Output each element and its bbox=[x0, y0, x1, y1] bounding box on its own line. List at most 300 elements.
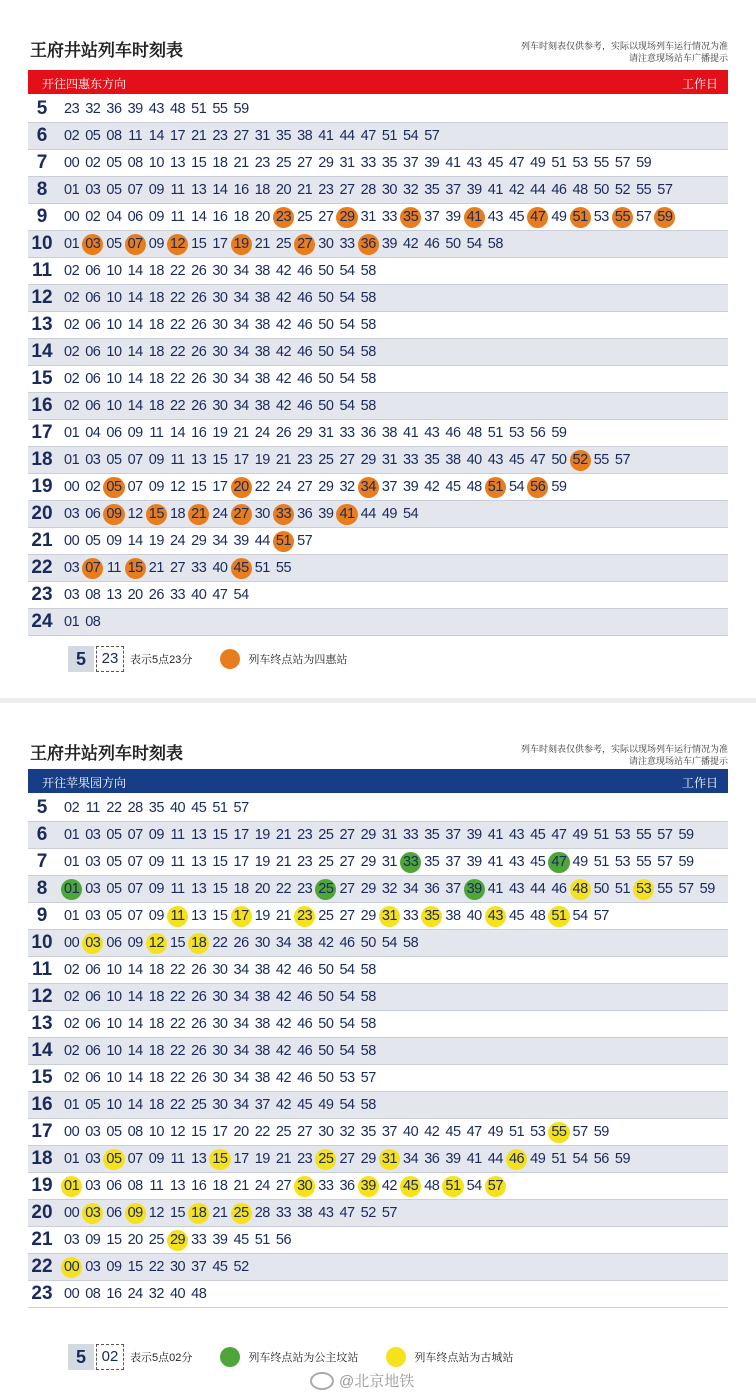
minute: 51 bbox=[254, 559, 270, 576]
minute: 55 bbox=[593, 154, 609, 171]
minute: 01 bbox=[64, 853, 80, 870]
minute: 26 bbox=[191, 316, 207, 333]
minute: 14 bbox=[127, 1096, 143, 1113]
minute: 07 bbox=[127, 1150, 143, 1167]
minute: 41 bbox=[403, 424, 419, 441]
direction-header bbox=[28, 769, 728, 793]
minute: 33 bbox=[403, 826, 419, 843]
minute-orange-marked: 07 bbox=[125, 234, 146, 255]
hour-row-22 bbox=[28, 1254, 728, 1281]
legend-green-text: 列车终点站为公主坟站 bbox=[248, 1352, 359, 1364]
minute: 00 bbox=[64, 532, 80, 549]
minute: 01 bbox=[64, 826, 80, 843]
minute: 24 bbox=[169, 532, 186, 549]
minute-list bbox=[61, 555, 294, 581]
minute: 50 bbox=[318, 370, 334, 387]
minute: 52 bbox=[614, 181, 631, 198]
minute-orange-marked: 36 bbox=[358, 234, 379, 255]
minute: 17 bbox=[212, 1123, 228, 1140]
direction-header bbox=[28, 70, 728, 94]
minute: 18 bbox=[148, 1015, 164, 1032]
minute: 01 bbox=[64, 1096, 80, 1113]
minute: 03 bbox=[85, 853, 101, 870]
minute: 54 bbox=[233, 586, 249, 603]
minute: 06 bbox=[85, 1015, 101, 1032]
notice-line-1: 列车时刻表仅供参考，实际以现场列车运行情况为准 bbox=[520, 744, 728, 754]
minute-list bbox=[61, 501, 421, 527]
minute: 03 bbox=[85, 1123, 101, 1140]
minute: 58 bbox=[360, 988, 376, 1005]
minute-list bbox=[61, 1146, 633, 1172]
minute-yellow-marked: 01 bbox=[61, 1176, 82, 1197]
minute: 05 bbox=[85, 1096, 101, 1113]
minute: 27 bbox=[297, 154, 313, 171]
hour-label: 9 bbox=[36, 905, 48, 926]
minute: 03 bbox=[85, 880, 101, 897]
minute-yellow-marked: 23 bbox=[294, 906, 315, 927]
minute: 49 bbox=[487, 1123, 503, 1140]
minute: 59 bbox=[678, 826, 694, 843]
minute: 12 bbox=[169, 1123, 186, 1140]
minute: 38 bbox=[254, 343, 270, 360]
minute: 32 bbox=[403, 181, 419, 198]
minute-yellow-marked: 30 bbox=[294, 1176, 315, 1197]
minute: 34 bbox=[233, 289, 249, 306]
minute: 55 bbox=[657, 880, 673, 897]
minute: 58 bbox=[360, 1042, 376, 1059]
minute-orange-marked: 51 bbox=[570, 207, 591, 228]
minute: 42 bbox=[403, 235, 419, 252]
minute: 30 bbox=[318, 235, 334, 252]
hour-row-14 bbox=[28, 339, 728, 366]
minute: 46 bbox=[297, 397, 313, 414]
minute: 20 bbox=[127, 1231, 143, 1248]
minute: 46 bbox=[297, 1042, 313, 1059]
minute: 18 bbox=[148, 316, 164, 333]
minute: 09 bbox=[106, 1258, 122, 1275]
minute: 35 bbox=[275, 127, 292, 144]
minute: 47 bbox=[212, 586, 228, 603]
minute: 11 bbox=[170, 826, 185, 843]
minute-list bbox=[61, 1254, 252, 1280]
minute-list bbox=[61, 609, 103, 635]
minute: 22 bbox=[254, 478, 270, 495]
minute-list bbox=[61, 795, 252, 821]
minute: 22 bbox=[169, 370, 186, 387]
minute: 23 bbox=[297, 826, 313, 843]
minute: 51 bbox=[593, 853, 609, 870]
minute: 59 bbox=[593, 1123, 609, 1140]
minute-list bbox=[61, 393, 379, 419]
hour-row-17 bbox=[28, 420, 728, 447]
hour-label: 23 bbox=[31, 1283, 53, 1304]
minute: 46 bbox=[297, 370, 313, 387]
minute: 01 bbox=[64, 424, 80, 441]
minute: 34 bbox=[233, 1096, 249, 1113]
minute: 01 bbox=[64, 907, 80, 924]
minute: 06 bbox=[85, 505, 101, 522]
minute: 41 bbox=[487, 880, 503, 897]
minute: 38 bbox=[254, 961, 270, 978]
minute: 37 bbox=[424, 208, 440, 225]
minute: 13 bbox=[191, 907, 207, 924]
minute: 46 bbox=[424, 235, 440, 252]
minute: 46 bbox=[445, 424, 461, 441]
minute-orange-marked: 20 bbox=[231, 477, 252, 498]
minute-list bbox=[61, 822, 697, 848]
minute: 29 bbox=[360, 1150, 376, 1167]
minute-orange-marked: 51 bbox=[273, 531, 294, 552]
hour-row-18 bbox=[28, 447, 728, 474]
minute: 05 bbox=[106, 853, 122, 870]
minute: 45 bbox=[445, 1123, 461, 1140]
minute: 59 bbox=[699, 880, 715, 897]
minute: 39 bbox=[318, 505, 334, 522]
hour-row-12 bbox=[28, 285, 728, 312]
hour-row-22 bbox=[28, 555, 728, 582]
minute-list bbox=[61, 339, 379, 365]
legend-example-minute: 23 bbox=[96, 646, 124, 672]
minute: 43 bbox=[466, 154, 482, 171]
minute-list bbox=[61, 474, 570, 500]
minute: 26 bbox=[148, 586, 164, 603]
minute: 23 bbox=[64, 100, 80, 117]
direction-label: 开往四惠东方向 bbox=[42, 77, 127, 91]
minute: 10 bbox=[106, 961, 122, 978]
hour-row-14 bbox=[28, 1038, 728, 1065]
minute: 13 bbox=[191, 880, 207, 897]
minute: 54 bbox=[403, 127, 419, 144]
minute: 39 bbox=[466, 181, 482, 198]
minute: 10 bbox=[106, 343, 122, 360]
hour-row-24 bbox=[28, 609, 728, 636]
minute: 00 bbox=[64, 154, 80, 171]
minute: 55 bbox=[275, 559, 292, 576]
minute: 14 bbox=[127, 961, 143, 978]
minute: 05 bbox=[85, 532, 101, 549]
minute: 30 bbox=[212, 343, 228, 360]
minute: 18 bbox=[148, 988, 164, 1005]
hour-row-21 bbox=[28, 528, 728, 555]
minute: 34 bbox=[233, 262, 249, 279]
minute: 26 bbox=[191, 1042, 207, 1059]
minute: 39 bbox=[466, 853, 482, 870]
minute: 46 bbox=[297, 262, 313, 279]
minute-orange-marked: 56 bbox=[527, 477, 548, 498]
minute: 22 bbox=[169, 1015, 186, 1032]
minute-yellow-marked: 03 bbox=[82, 1203, 103, 1224]
minute: 06 bbox=[85, 316, 101, 333]
timetable-rows bbox=[28, 795, 728, 1308]
minute: 02 bbox=[64, 1042, 80, 1059]
minute: 20 bbox=[254, 880, 270, 897]
minute: 22 bbox=[169, 988, 186, 1005]
minute: 42 bbox=[275, 262, 292, 279]
minute: 27 bbox=[339, 1150, 355, 1167]
minute-yellow-marked: 11 bbox=[167, 906, 188, 927]
minute-list bbox=[61, 1200, 400, 1226]
hour-label: 23 bbox=[31, 584, 53, 605]
minute-list bbox=[61, 420, 570, 446]
minute: 49 bbox=[530, 1150, 546, 1167]
minute: 09 bbox=[148, 478, 164, 495]
minute: 15 bbox=[212, 907, 228, 924]
minute: 44 bbox=[487, 1150, 503, 1167]
minute: 43 bbox=[508, 853, 525, 870]
minute: 05 bbox=[106, 907, 122, 924]
minute: 05 bbox=[106, 880, 122, 897]
minute: 42 bbox=[275, 1096, 292, 1113]
minute: 58 bbox=[487, 235, 503, 252]
minute-list bbox=[61, 1227, 294, 1253]
minute: 17 bbox=[169, 127, 186, 144]
minute: 49 bbox=[381, 505, 397, 522]
minute: 48 bbox=[169, 100, 186, 117]
minute: 21 bbox=[275, 451, 292, 468]
legend-orange-dot bbox=[220, 649, 240, 669]
minute: 14 bbox=[127, 262, 143, 279]
minute: 43 bbox=[508, 880, 525, 897]
minute: 35 bbox=[360, 1123, 376, 1140]
legend bbox=[68, 646, 347, 672]
minute: 14 bbox=[127, 289, 143, 306]
hour-label: 16 bbox=[31, 395, 53, 416]
minute: 03 bbox=[85, 1258, 101, 1275]
minute: 38 bbox=[254, 1042, 270, 1059]
hour-label: 22 bbox=[31, 1256, 53, 1277]
minute: 14 bbox=[169, 424, 186, 441]
minute: 48 bbox=[572, 181, 588, 198]
minute: 50 bbox=[360, 934, 376, 951]
minute: 45 bbox=[508, 451, 525, 468]
minute: 35 bbox=[424, 853, 440, 870]
hour-row-8 bbox=[28, 876, 728, 903]
minute-list bbox=[61, 582, 252, 608]
hour-row-9 bbox=[28, 204, 728, 231]
minute: 15 bbox=[127, 1258, 143, 1275]
minute-green-marked: 01 bbox=[61, 879, 82, 900]
minute-list bbox=[61, 876, 718, 902]
minute: 29 bbox=[360, 907, 376, 924]
hour-label: 19 bbox=[31, 476, 53, 497]
hour-label: 17 bbox=[31, 422, 53, 443]
minute: 05 bbox=[106, 235, 122, 252]
minute: 18 bbox=[212, 154, 228, 171]
minute: 09 bbox=[127, 934, 143, 951]
minute: 54 bbox=[403, 505, 419, 522]
minute: 29 bbox=[360, 853, 376, 870]
minute: 38 bbox=[254, 1015, 270, 1032]
minute: 02 bbox=[64, 370, 80, 387]
minute: 11 bbox=[170, 880, 185, 897]
hour-row-23 bbox=[28, 1281, 728, 1308]
minute-yellow-marked: 17 bbox=[231, 906, 252, 927]
hour-row-21 bbox=[28, 1227, 728, 1254]
minute: 18 bbox=[148, 1042, 164, 1059]
minute: 15 bbox=[212, 451, 228, 468]
minute: 34 bbox=[233, 343, 249, 360]
minute: 37 bbox=[381, 1123, 397, 1140]
minute: 18 bbox=[233, 208, 249, 225]
minute: 56 bbox=[593, 1150, 609, 1167]
minute: 03 bbox=[64, 586, 80, 603]
minute: 24 bbox=[275, 478, 292, 495]
minute: 46 bbox=[551, 181, 567, 198]
minute: 34 bbox=[275, 934, 292, 951]
hour-row-23 bbox=[28, 582, 728, 609]
minute: 15 bbox=[169, 1204, 186, 1221]
minute: 31 bbox=[360, 208, 376, 225]
minute-list bbox=[61, 528, 315, 554]
minute: 24 bbox=[254, 1177, 270, 1194]
minute: 05 bbox=[106, 451, 122, 468]
hour-label: 15 bbox=[31, 1067, 53, 1088]
hour-row-5 bbox=[28, 96, 728, 123]
minute-list bbox=[61, 177, 675, 203]
minute: 46 bbox=[297, 316, 313, 333]
minute: 22 bbox=[169, 343, 186, 360]
minute: 48 bbox=[530, 907, 546, 924]
minute: 51 bbox=[508, 1123, 525, 1140]
minute: 47 bbox=[530, 451, 546, 468]
minute: 47 bbox=[551, 826, 567, 843]
minute: 12 bbox=[148, 1204, 164, 1221]
minute: 29 bbox=[360, 451, 376, 468]
minute: 38 bbox=[254, 370, 270, 387]
minute: 42 bbox=[275, 988, 292, 1005]
minute: 43 bbox=[487, 208, 503, 225]
minute: 08 bbox=[127, 1123, 143, 1140]
minute: 07 bbox=[127, 907, 143, 924]
minute: 48 bbox=[424, 1177, 440, 1194]
minute-yellow-marked: 25 bbox=[315, 1149, 336, 1170]
minute: 01 bbox=[64, 235, 80, 252]
hour-label: 6 bbox=[36, 125, 48, 146]
minute: 10 bbox=[106, 316, 122, 333]
minute: 29 bbox=[191, 532, 207, 549]
hour-label: 11 bbox=[31, 260, 53, 281]
minute: 31 bbox=[254, 127, 270, 144]
legend-yellow-dot bbox=[386, 1347, 406, 1367]
minute: 14 bbox=[148, 127, 164, 144]
minute: 03 bbox=[85, 181, 101, 198]
hour-row-17 bbox=[28, 1119, 728, 1146]
minute-list bbox=[61, 1281, 209, 1307]
minute: 55 bbox=[636, 181, 652, 198]
minute: 36 bbox=[297, 505, 313, 522]
minute: 30 bbox=[212, 1042, 228, 1059]
minute: 02 bbox=[64, 316, 80, 333]
minute: 17 bbox=[212, 478, 228, 495]
minute: 54 bbox=[339, 961, 355, 978]
minute-yellow-marked: 15 bbox=[209, 1149, 230, 1170]
minute: 14 bbox=[127, 343, 143, 360]
hour-label: 17 bbox=[31, 1121, 53, 1142]
minute: 33 bbox=[360, 154, 376, 171]
minute: 00 bbox=[64, 478, 80, 495]
minute: 02 bbox=[85, 154, 101, 171]
minute: 50 bbox=[318, 1042, 334, 1059]
minute: 04 bbox=[106, 208, 122, 225]
minute: 06 bbox=[106, 1204, 122, 1221]
minute: 18 bbox=[148, 370, 164, 387]
minute: 39 bbox=[445, 208, 461, 225]
minute: 47 bbox=[360, 127, 376, 144]
minute: 55 bbox=[212, 100, 228, 117]
minute-list bbox=[61, 849, 697, 875]
minute: 22 bbox=[169, 961, 186, 978]
minute: 16 bbox=[106, 1285, 122, 1302]
minute: 09 bbox=[127, 424, 143, 441]
minute: 13 bbox=[191, 853, 207, 870]
minute: 03 bbox=[85, 451, 101, 468]
minute: 16 bbox=[191, 424, 207, 441]
minute: 18 bbox=[148, 397, 164, 414]
minute: 30 bbox=[212, 988, 228, 1005]
minute: 39 bbox=[445, 1150, 461, 1167]
minute: 18 bbox=[148, 289, 164, 306]
minute-orange-marked: 07 bbox=[82, 558, 103, 579]
minute-yellow-marked: 31 bbox=[379, 1149, 400, 1170]
watermark-text: @北京地铁 bbox=[339, 1373, 415, 1390]
minute: 46 bbox=[297, 343, 313, 360]
minute: 50 bbox=[593, 181, 609, 198]
hour-row-19 bbox=[28, 1173, 728, 1200]
minute-yellow-marked: 39 bbox=[358, 1176, 379, 1197]
legend-example-text: 表示5点02分 bbox=[130, 1352, 193, 1364]
minute: 22 bbox=[106, 799, 122, 816]
minute-green-marked: 33 bbox=[400, 852, 421, 873]
minute-list bbox=[61, 150, 654, 176]
minute: 45 bbox=[530, 826, 546, 843]
minute: 29 bbox=[318, 154, 334, 171]
minute: 49 bbox=[530, 154, 546, 171]
hour-row-13 bbox=[28, 312, 728, 339]
minute: 24 bbox=[127, 1285, 143, 1302]
hour-label: 5 bbox=[36, 98, 48, 119]
minute: 01 bbox=[64, 1150, 80, 1167]
minute: 32 bbox=[85, 100, 101, 117]
hour-row-19 bbox=[28, 474, 728, 501]
minute: 35 bbox=[424, 451, 440, 468]
minute: 43 bbox=[508, 826, 525, 843]
minute: 54 bbox=[339, 289, 355, 306]
hour-row-13 bbox=[28, 1011, 728, 1038]
minute-yellow-marked: 29 bbox=[167, 1230, 188, 1251]
minute: 58 bbox=[360, 961, 376, 978]
minute: 36 bbox=[424, 1150, 440, 1167]
minute: 05 bbox=[106, 826, 122, 843]
minute: 40 bbox=[212, 559, 228, 576]
minute: 33 bbox=[318, 1177, 334, 1194]
minute: 39 bbox=[466, 826, 482, 843]
minute: 42 bbox=[318, 934, 334, 951]
minute: 26 bbox=[191, 1015, 207, 1032]
minute: 25 bbox=[275, 235, 292, 252]
minute: 02 bbox=[64, 1069, 80, 1086]
minute: 23 bbox=[212, 127, 228, 144]
minute: 09 bbox=[148, 826, 164, 843]
minute: 10 bbox=[106, 370, 122, 387]
hour-row-10 bbox=[28, 930, 728, 957]
minute: 26 bbox=[233, 934, 249, 951]
minute: 10 bbox=[148, 1123, 164, 1140]
minute: 36 bbox=[106, 100, 122, 117]
minute: 35 bbox=[381, 154, 397, 171]
minute: 15 bbox=[212, 826, 228, 843]
minute: 33 bbox=[275, 1204, 292, 1221]
minute: 28 bbox=[254, 1204, 270, 1221]
